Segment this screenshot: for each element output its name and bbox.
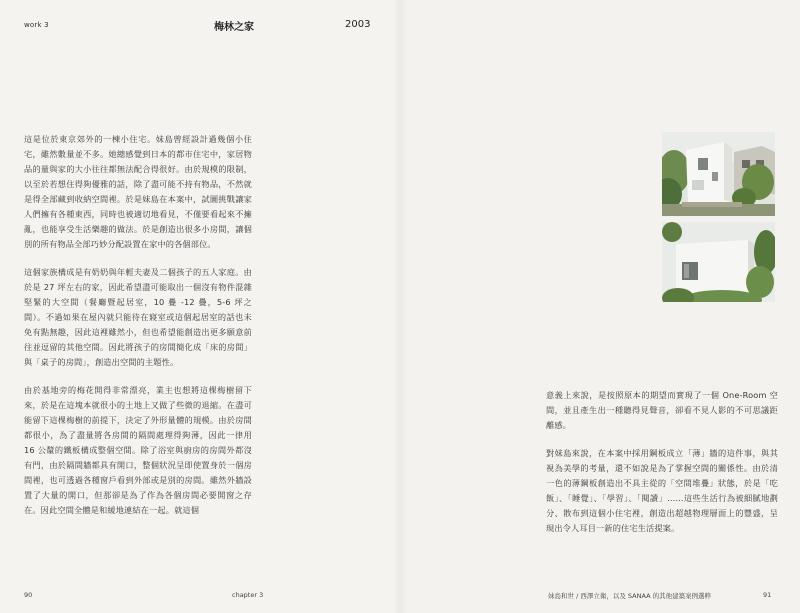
page-title: 梅林之家 — [214, 22, 254, 33]
house-exterior-photo-2 — [662, 222, 775, 302]
paragraph: 對妹島來說，在本案中採用鋼板成立「薄」牆的這件事，與其視為美學的考量，還不如說是為了掌握空間的關係性。由於清一色的薄鋼板創造出不具主從的「空間堆疊」狀態，於是「吃飯」、「睡覺」、「學習」、「閱讀」……這些生活行為被細膩地劃分、散布到這個小住宅裡，創造出超越物理層面上的豐盛，呈現出令人耳目一新的住宅生活提案。 — [546, 448, 778, 533]
page-number-left: 90 — [24, 591, 33, 599]
paragraph: 這是位於東京郊外的一棟小住宅。妹島曾經設計過幾個小住宅，雖然數量並不多。她總感覺到日本的都市住宅中，家居物品的量與家的大小往往都無法配合得很好。由於規模的限制，以至於若想住得夠優雅的話，除了盡可能不持有物品，不然就是得全部藏到收納空間裡。於是妹島在本案中，試圖挑戰讓家人們擁有各種東西，同時也被適切地看見，不僅要看起來不擁亂，也能享受生活樂趣的做法。於是創造出很多小房間，讓個別的所有物品全部巧妙分配設置在家中的各個部位。 — [24, 134, 252, 249]
gutter — [392, 0, 408, 613]
paragraph: 這個家族構成是有奶奶與年輕夫妻及二個孩子的五人家庭。由於是 27 坪左右的家，因此希望盡可能取出一個沒有物件混雜堅緊的大空間（餐廳暨起居室，10 疊 -12 疊，5-6 坪之間）。不過如果在屋內就只能待在寢室或這個起居室的話也未免有點無趣，因此這裡雖然小，但也希望能創造出更多願意前往並逗留的其他空間。因此將孩子的房間簡化成「床的房間」與「桌子的房間」，創造出空間的主題性。 — [24, 267, 252, 367]
project-year: 2003 — [345, 19, 371, 30]
house-photo-illustration — [662, 222, 775, 302]
house-photo-illustration — [662, 132, 775, 216]
right-text-column — [546, 388, 778, 549]
book-title-footer: 妹島和世 / 西澤立衛，以及 SANAA 的其他建築案例選粹 — [548, 592, 712, 600]
work-label: work 3 — [24, 21, 49, 29]
left-text-column — [24, 132, 252, 531]
chapter-label: chapter 3 — [232, 591, 264, 599]
paragraph: 意義上來說，是按照原本的期望而實現了一個 One-Room 空間，並且產生出一種聽得見聲音，卻看不見人影的不可思議距離感。 — [546, 390, 778, 430]
house-exterior-photo-1 — [662, 132, 775, 216]
page-number-right: 91 — [763, 591, 772, 599]
paragraph: 由於基地旁的梅花開得非常漂亮，業主也想將這棵梅樹留下來，於是在這塊本就很小的土地上又做了些微的退縮。在盡可能留下這棵梅樹的前提下，決定了外形量體的規模。由於房間都很小，為了盡量將各房間的隔間處理得夠薄，因此一律用 16 公釐的鐵板構成整個空間。除了浴室與廚房的房間外都沒有門，由於隔間牆都具有開口，整個狀況呈即使置身於一個房間裡，也可透過各種窗戶看到外部或是別的房間。雖然外牆設置了大量的開口，但那卻是為了作為各個房間必要開窗之存在。因此空間全體是和緩地連結在一起。就這個 — [24, 385, 252, 515]
